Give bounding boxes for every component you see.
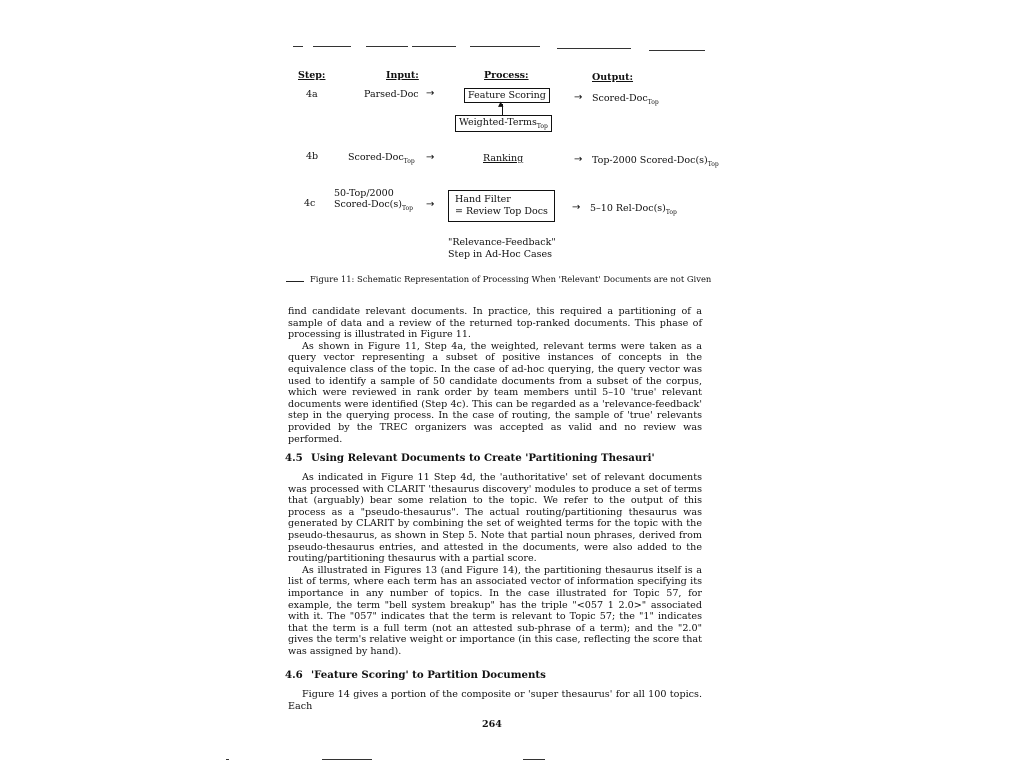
caption-rule [286,281,304,282]
output-4a-text: Scored-Doc [592,93,648,104]
input-4b-suffix: Top [403,157,415,165]
process-4a: Feature Scoring [468,90,546,101]
paragraph-block-3 [288,689,702,712]
input-4c-line2 [334,199,413,212]
process-box-feature-scoring [464,88,550,103]
paragraph: As shown in Figure 11, Step 4a, the weighted, relevant terms were taken as a query vector representing a subset of positive instances of concepts in the equivalence class of the topic. In the case of ad-hoc querying, the query vector was used to identify a sample of 50 candidate documents from a subset of the corpus, which were reviewed in rank order by team members until 5–10 'true' relevant documents were identified (Step 4c). This can be regarded as a 'relevance-feedback' step in the querying process. In the case of routing, the sample of 'true' relevants provided by the TREC organizers was accepted as valid and no review was performed. [288,340,702,445]
up-arrowhead-icon: ▲ [498,100,504,108]
section-heading-4-5 [285,452,655,464]
process-4c-line1: Hand Filter [455,194,511,205]
arrow-out-4b: → [574,154,583,165]
figure-caption: Figure 11: Schematic Representation of Processing When 'Relevant' Documents are not Given [310,274,712,284]
header-process: Process: [484,70,529,81]
paragraph-block-1 [288,306,702,445]
process-4b: Ranking [483,153,524,164]
output-4a [592,93,659,106]
step-4b: 4b [306,151,319,162]
paragraph-block-2 [288,472,702,658]
header-input: Input: [386,70,419,81]
arrow-in-4a: → [426,88,435,99]
output-4c-text: 5–10 Rel-Doc(s) [590,203,666,214]
step-4a: 4a [306,89,318,100]
output-4c-suffix: Top [665,208,677,216]
paragraph: find candidate relevant documents. In practice, this required a partitioning of a sample of data and a review of the returned top-ranked documents. This phase of processing is illustrated in Figure 11. [288,306,702,341]
paragraph: As indicated in Figure 11 Step 4d, the 'authoritative' set of relevant documents was processed with CLARIT 'thesaurus discovery' modules to produce a set of terms that (arguably) bear some relation to the topic. We refer to the output of this process as a "pseudo-thesaurus". The actual routing/partitioning thesaurus was generated by CLARIT by combining the set of weighted terms for the topic with the pseudo-thesaurus, as shown in Step 5. Note that partial noun phrases, derived from pseudo-thesaurus entries, and attested in the documents, were also added to the routing/partitioning thesaurus with a partial score. [288,472,702,565]
output-4c [590,203,677,216]
arrow-in-4b: → [426,152,435,163]
input-4a: Parsed-Doc [364,89,419,100]
section-number: 4.5 [285,452,303,464]
step-4c: 4c [304,198,316,209]
header-output: Output: [592,72,634,83]
input-4c-text: Scored-Doc(s) [334,199,402,210]
section-heading-4-6 [285,669,546,681]
arrow-out-4c: → [572,202,581,213]
feedback-note-line1: "Relevance-Feedback" [448,237,556,248]
input-4b-text: Scored-Doc [348,152,404,163]
section-title: 'Feature Scoring' to Partition Documents [311,669,546,681]
arrow-out-4a: → [574,92,583,103]
input-4b [348,152,415,165]
process-4c-line2: = Review Top Docs [455,206,548,217]
figure-11 [286,60,719,290]
output-4b [592,155,719,168]
input-4c-line1: 50-Top/2000 [334,188,394,199]
paragraph: Figure 14 gives a portion of the composite or 'super thesaurus' for all 100 topics. Each [288,689,702,712]
process-sub-suffix-4a: Top [536,122,548,130]
page-number: 264 [482,719,502,730]
arrow-in-4c: → [426,199,435,210]
process-sub-4a: Weighted-Terms [459,117,537,128]
output-4a-suffix: Top [647,98,659,106]
header-step: Step: [298,70,326,81]
section-number: 4.6 [285,669,303,681]
paragraph: As illustrated in Figures 13 (and Figure 14), the partitioning thesaurus itself is a list of terms, where each term has an associated vector of information specifying its importance in any number of topics. In the case illustrated for Topic 57, for example, the term "bell system breakup" has the triple "<057 1 2.0>" associated with it. The "057" indicates that the term is relevant to Topic 57; the "1" indicates that the term is a full term (not an attested sub-phrase of a term); and the "2.0" gives the term's relative weight or importance (in this case, reflecting the score that was assigned by hand). [288,564,702,657]
process-box-hand-filter [448,190,555,222]
output-4b-suffix: Top [707,160,719,168]
feedback-note-line2: Step in Ad-Hoc Cases [448,249,553,260]
process-box-weighted-terms [455,115,552,132]
input-4c-suffix: Top [401,204,413,212]
section-title: Using Relevant Documents to Create 'Partitioning Thesauri' [311,452,655,464]
output-4b-text: Top-2000 Scored-Doc(s) [592,155,708,166]
